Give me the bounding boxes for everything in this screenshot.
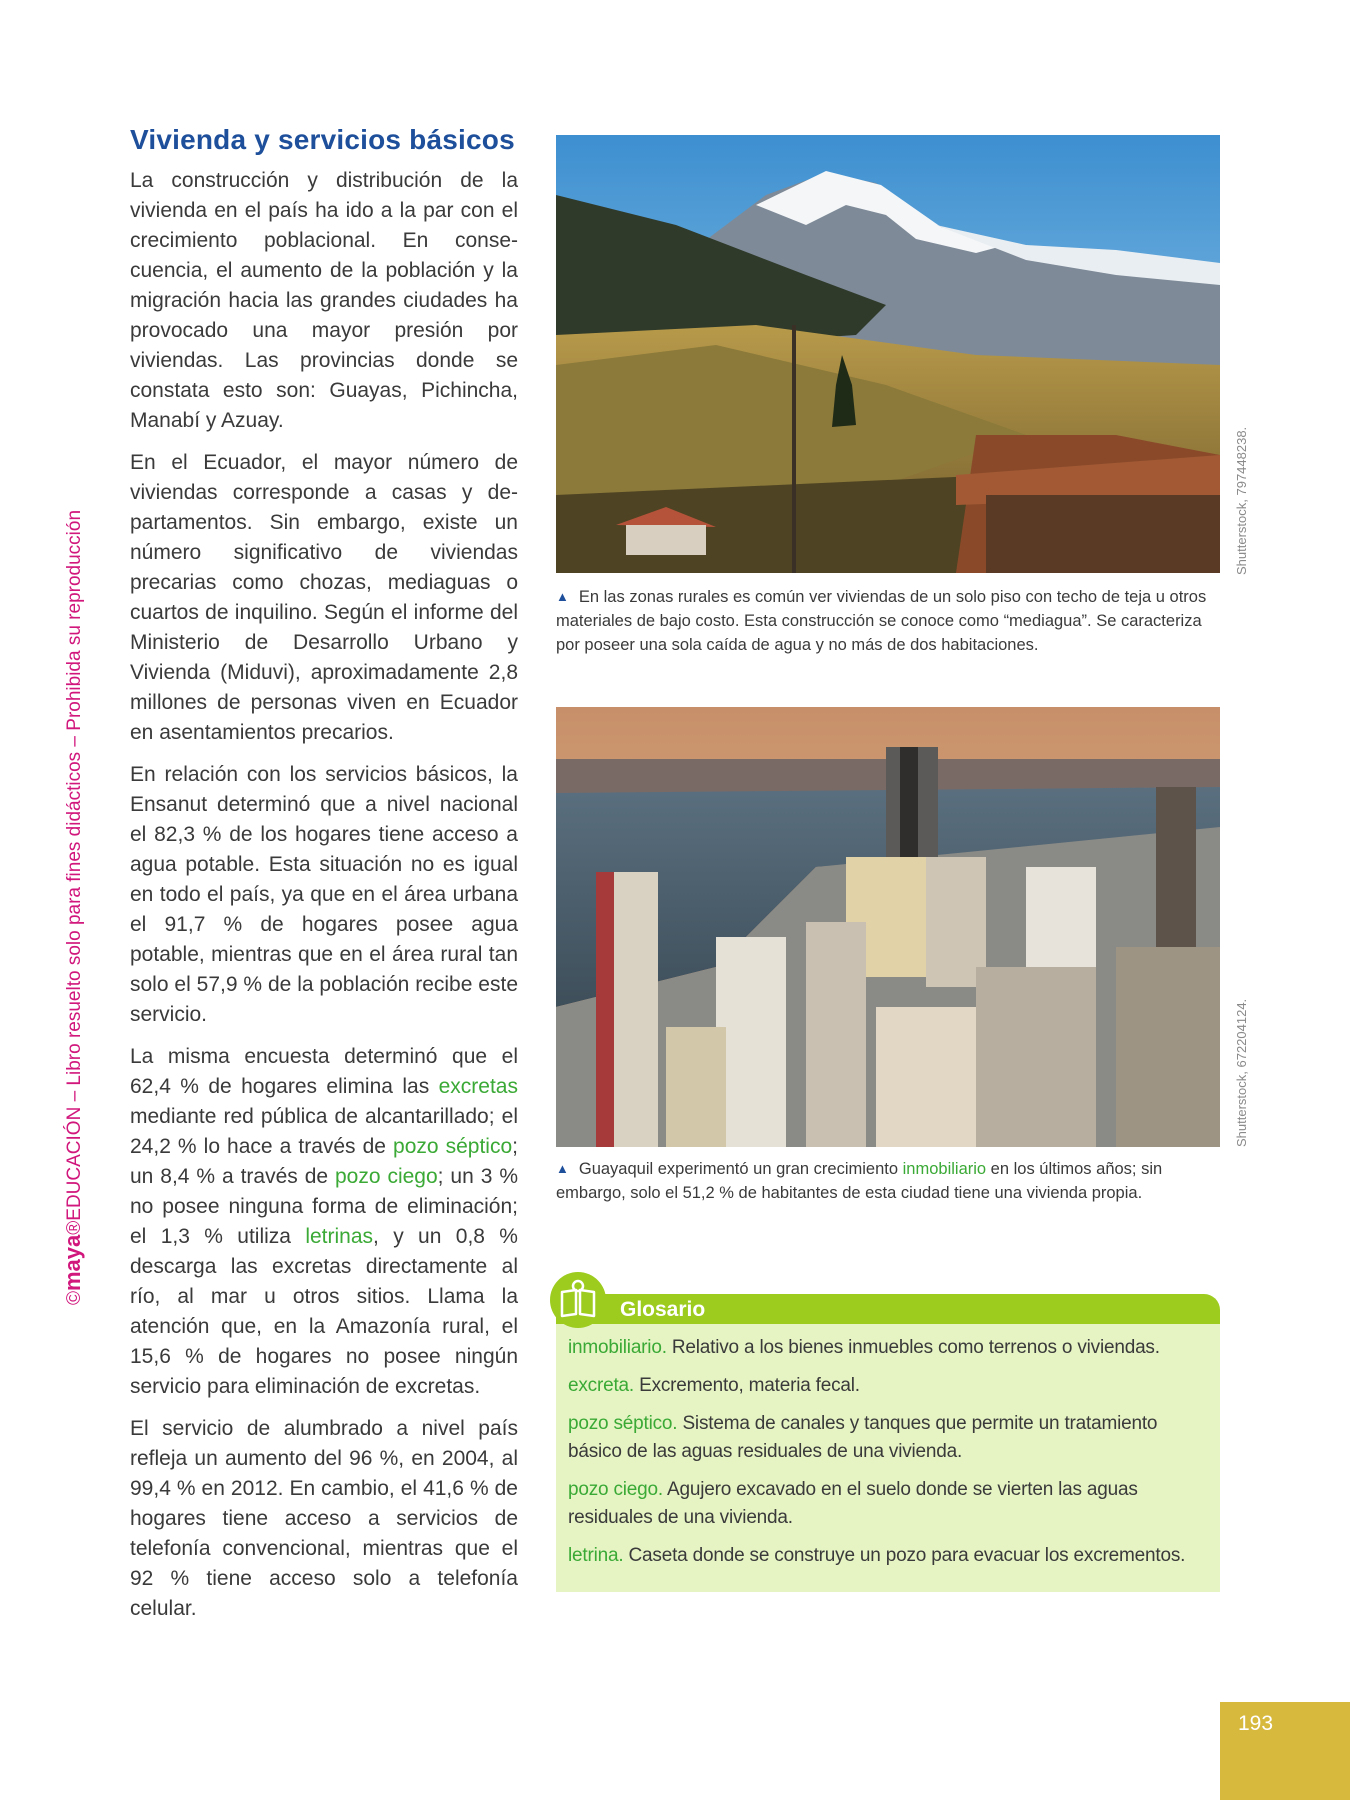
caption-marker-icon: ▲ [556, 1161, 569, 1176]
glossary-link-pozo-ciego[interactable]: pozo ciego [335, 1165, 438, 1188]
glossary-title: Glosario [620, 1298, 706, 1321]
paragraph-2: En el Ecuador, el mayor número de viviendas corresponde a casas y departamentos. Sin embargo, existe un número significativo de viviendas precarias como chozas, mediaguas o cuartos de inquilino. Según el informe del Ministerio de Desarrollo Urbano y Vivienda (Miduvi), aproximadamente 2,8 millones de personas viven en Ecuador en asentamientos precarios. [130, 451, 518, 744]
glossary-link-inmobiliario[interactable]: inmobiliario [902, 1160, 987, 1178]
caption-city-text-2: en los últimos años; sin embargo, solo el 51,2 % de habitantes de esta ciudad tiene una vivienda propia. [556, 1160, 1163, 1202]
caption-city-text-1: Guayaquil experimentó un gran crecimiento [578, 1160, 903, 1178]
copyright-text: EDUCACIÓN – Libro resuelto solo para fines didácticos – Prohibida su reproducción [64, 509, 85, 1221]
p4-text-2: mediante red pública de alcantarillado; el 24,2 % lo hace a través de [130, 1105, 518, 1158]
caption-mountain [556, 585, 1220, 657]
glossary-link-pozo-septico[interactable]: pozo séptico [393, 1135, 513, 1158]
paragraph-5: El servicio de alumbrado a nivel país refleja un aumento del 96 %, en 2004, al 99,4 % en 2012. En cambio, el 41,6 % de hogares tiene acceso a servicios de telefonía convencional, mientras que el 92 % tiene acceso solo a telefonía celular. [130, 1417, 518, 1620]
caption-marker-icon: ▲ [556, 589, 569, 604]
glossary-definition: Relativo a los bienes inmuebles como terrenos o viviendas. [671, 1337, 1160, 1358]
glossary-entry [568, 1476, 1208, 1532]
glossary-entry [568, 1372, 1208, 1400]
glossary-term: pozo ciego. [568, 1479, 663, 1500]
page-title: Vivienda y servicios básicos [130, 124, 515, 155]
glossary-definition: Caseta donde se construye un pozo para evacuar los excrementos. [628, 1545, 1186, 1566]
page-number: 193 [1238, 1712, 1274, 1735]
p4-text-4: ; un 3 % no posee ninguna forma de eliminación; el 1,3 % utiliza [130, 1165, 518, 1248]
registered-mark: ® [64, 1220, 85, 1235]
copyright-symbol: © [64, 1291, 85, 1305]
glossary-term: inmobiliario. [568, 1337, 667, 1358]
glossary-definition: Agujero excavado en el suelo donde se vierten las aguas residuales de una vivienda. [568, 1479, 1138, 1528]
guayaquil-city-photo [556, 707, 1220, 1147]
paragraph-3: En relación con los servicios básicos, la Ensanut determinó que a nivel nacional el 82,3 % de los hogares tiene acceso a agua potable. Esta situación no es igual en todo el país, ya que en el área urbana el 91,7 % de hogares posee agua potable, mientras que en el área rural tan solo el 57,9 % de la población recibe este servicio. [130, 763, 518, 1026]
glossary-definition: Excremento, materia fecal. [639, 1375, 860, 1396]
glossary-entries [568, 1334, 1208, 1580]
glossary-link-excretas[interactable]: excretas [438, 1075, 518, 1098]
p4-text-5: , y un 0,8 % descarga las excretas directamente al río, al mar u otros sitios. Llama la atención que, en la Amazonía rural, el 15,6 % de hogares no posee ningún servicio para eliminación de excretas. [130, 1225, 518, 1398]
glossary-term: excreta. [568, 1375, 634, 1396]
photo-credit-1: Shutterstock, 797448238. [1234, 426, 1249, 575]
caption-mountain-text: En las zonas rurales es común ver viviendas de un solo piso con techo de teja u otros materiales de bajo costo. Esta construcción se conoce como “mediagua”. Se caracteriza por poseer una sola caída de agua y no más de dos habitaciones. [556, 588, 1207, 654]
glossary-entry [568, 1542, 1208, 1570]
caption-city [556, 1157, 1220, 1205]
paragraph-1: La construcción y distribución de la vivienda en el país ha ido a la par con el crecimiento poblacional. En consecuencia, el aumento de la población y la migración hacia las grandes ciudades ha provocado una mayor presión por viviendas. Las provincias donde se constata esto son: Guayas, Pichincha, Manabí y Azuay. [130, 169, 518, 432]
p4-text-1: La misma encuesta determinó que el 62,4 % de hogares elimina las [130, 1045, 518, 1098]
glossary-entry [568, 1334, 1208, 1362]
book-icon [548, 1270, 608, 1330]
glossary-definition: Sistema de canales y tanques que permite un tratamiento básico de las aguas residuales de una vivienda. [568, 1413, 1158, 1462]
glossary-link-letrinas[interactable]: letrinas [305, 1225, 374, 1248]
p4-text-3: ; un 8,4 % a través de [130, 1135, 518, 1188]
glossary-entry [568, 1410, 1208, 1466]
glossary-term: pozo séptico. [568, 1413, 678, 1434]
photo-credit-2: Shutterstock, 672204124. [1234, 998, 1249, 1147]
glossary-box [548, 1270, 1220, 1592]
mountain-landscape-photo [556, 135, 1220, 573]
brand-logo-text: maya [60, 1234, 85, 1291]
glossary-term: letrina. [568, 1545, 624, 1566]
page-number-tab [1220, 1702, 1350, 1800]
article-column [130, 124, 518, 1636]
paragraph-4 [130, 1042, 518, 1402]
side-copyright [60, 510, 86, 1305]
